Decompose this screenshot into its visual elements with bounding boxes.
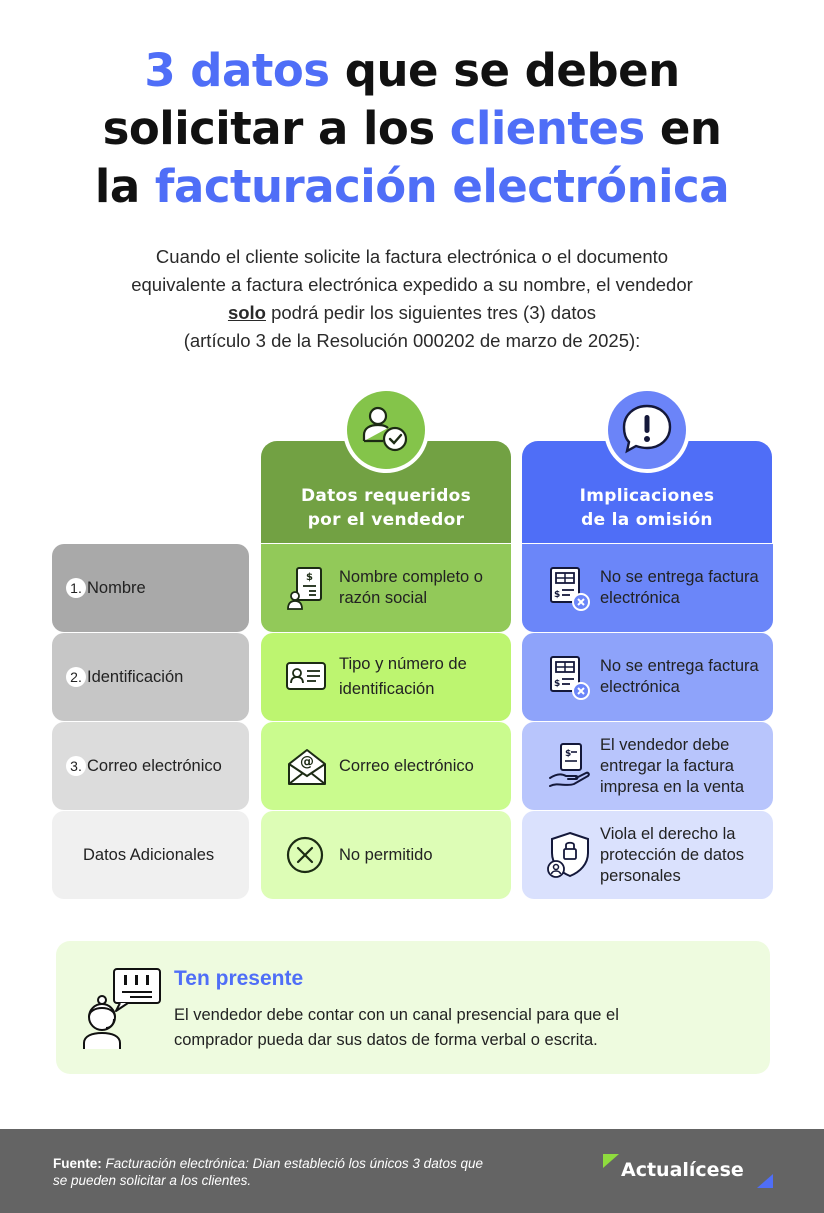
brand-name: Actualícese	[621, 1159, 744, 1181]
note-title: Ten presente	[174, 967, 304, 990]
column-header-line: por el vendedor	[307, 510, 465, 530]
row-label-content	[52, 578, 146, 599]
required-cell-2	[261, 633, 511, 721]
source-citation	[53, 1155, 493, 1189]
intro-text: podrá pedir los siguientes tres (3) datos	[265, 302, 597, 323]
column-header-line: Datos requeridos	[300, 486, 472, 506]
required-cell-3	[261, 722, 511, 810]
invoice-cancel-icon	[544, 562, 596, 614]
row-label-3	[52, 722, 249, 810]
row-label-text: Correo electrónico	[87, 756, 222, 775]
implication-text: Viola el derecho la protección de datos personales	[600, 824, 745, 885]
alert-bubble-icon	[604, 387, 690, 473]
id-card-icon	[283, 651, 335, 703]
footer	[0, 1129, 824, 1213]
row-label-4	[52, 811, 249, 899]
source-text: Facturación electrónica: Dian estableció los únicos 3 datos que se pueden solicitar a los clientes.	[53, 1156, 483, 1188]
row-label-content	[52, 667, 183, 688]
note-box	[56, 941, 770, 1074]
row-label-2	[52, 633, 249, 721]
source-label: Fuente:	[53, 1156, 102, 1171]
support-agent-icon	[80, 967, 170, 1051]
intro-line: (artículo 3 de la Resolución 000202 de marzo de 2025):	[183, 330, 641, 351]
svg-text:$: $	[306, 572, 313, 583]
required-text: Correo electrónico	[339, 756, 474, 775]
title-highlight: 3 datos	[144, 44, 330, 97]
required-cell-1	[261, 544, 511, 632]
implication-cell-3	[522, 722, 773, 810]
required-text: Tipo y número de identificación	[339, 655, 467, 698]
title-text: solicitar a los	[102, 102, 450, 155]
intro-emphasis: solo	[227, 302, 266, 323]
column-header-line: de la omisión	[581, 510, 713, 530]
title-text: que se deben	[329, 44, 680, 97]
row-label-text: Identificación	[87, 667, 184, 686]
implication-text: No se entrega factura electrónica	[600, 568, 759, 607]
implication-text: No se entrega factura electrónica	[600, 657, 759, 696]
intro-line	[60, 299, 764, 327]
user-check-icon	[343, 387, 429, 473]
row-label-1	[52, 544, 249, 632]
required-text: No permitido	[339, 845, 433, 864]
row-label-text: Datos Adicionales	[83, 845, 215, 864]
row-number: 3.	[66, 756, 86, 776]
svg-text:$: $	[554, 679, 561, 689]
email-envelope-icon	[283, 740, 335, 792]
page-title	[0, 42, 824, 216]
close-circle-icon	[283, 829, 335, 881]
note-text: El vendedor debe contar con un canal presencial para que el comprador pueda dar sus datos de forma verbal o escrita.	[174, 1006, 619, 1049]
title-text: en	[644, 102, 722, 155]
invoice-cancel-icon	[544, 651, 596, 703]
required-cell-4	[261, 811, 511, 899]
row-label-text: Nombre	[87, 578, 146, 597]
row-label-content	[52, 845, 214, 866]
implication-cell-1	[522, 544, 773, 632]
implication-cell-4	[522, 811, 773, 899]
implication-cell-2	[522, 633, 773, 721]
title-highlight: facturación electrónica	[154, 160, 730, 213]
brand-logo[interactable]	[603, 1152, 775, 1192]
intro-paragraph	[60, 243, 764, 355]
hand-invoice-icon	[544, 740, 596, 792]
implication-text: El vendedor debe entregar la factura impresa en la venta	[600, 735, 744, 796]
svg-text:@: @	[300, 754, 314, 770]
row-number: 1.	[66, 578, 86, 598]
title-highlight: clientes	[449, 102, 645, 155]
invoice-person-icon	[283, 562, 335, 614]
title-text: la	[94, 160, 155, 213]
row-label-content	[52, 756, 222, 777]
shield-lock-icon	[544, 829, 596, 881]
column-header-line: Implicaciones	[579, 486, 715, 506]
row-number: 2.	[66, 667, 86, 687]
required-text: Nombre completo o razón social	[339, 568, 483, 607]
svg-text:$: $	[565, 749, 572, 759]
intro-line: Cuando el cliente solicite la factura electrónica o el documento	[155, 246, 669, 267]
svg-text:$: $	[554, 590, 561, 600]
intro-line: equivalente a factura electrónica expedido a su nombre, el vendedor	[131, 274, 693, 295]
